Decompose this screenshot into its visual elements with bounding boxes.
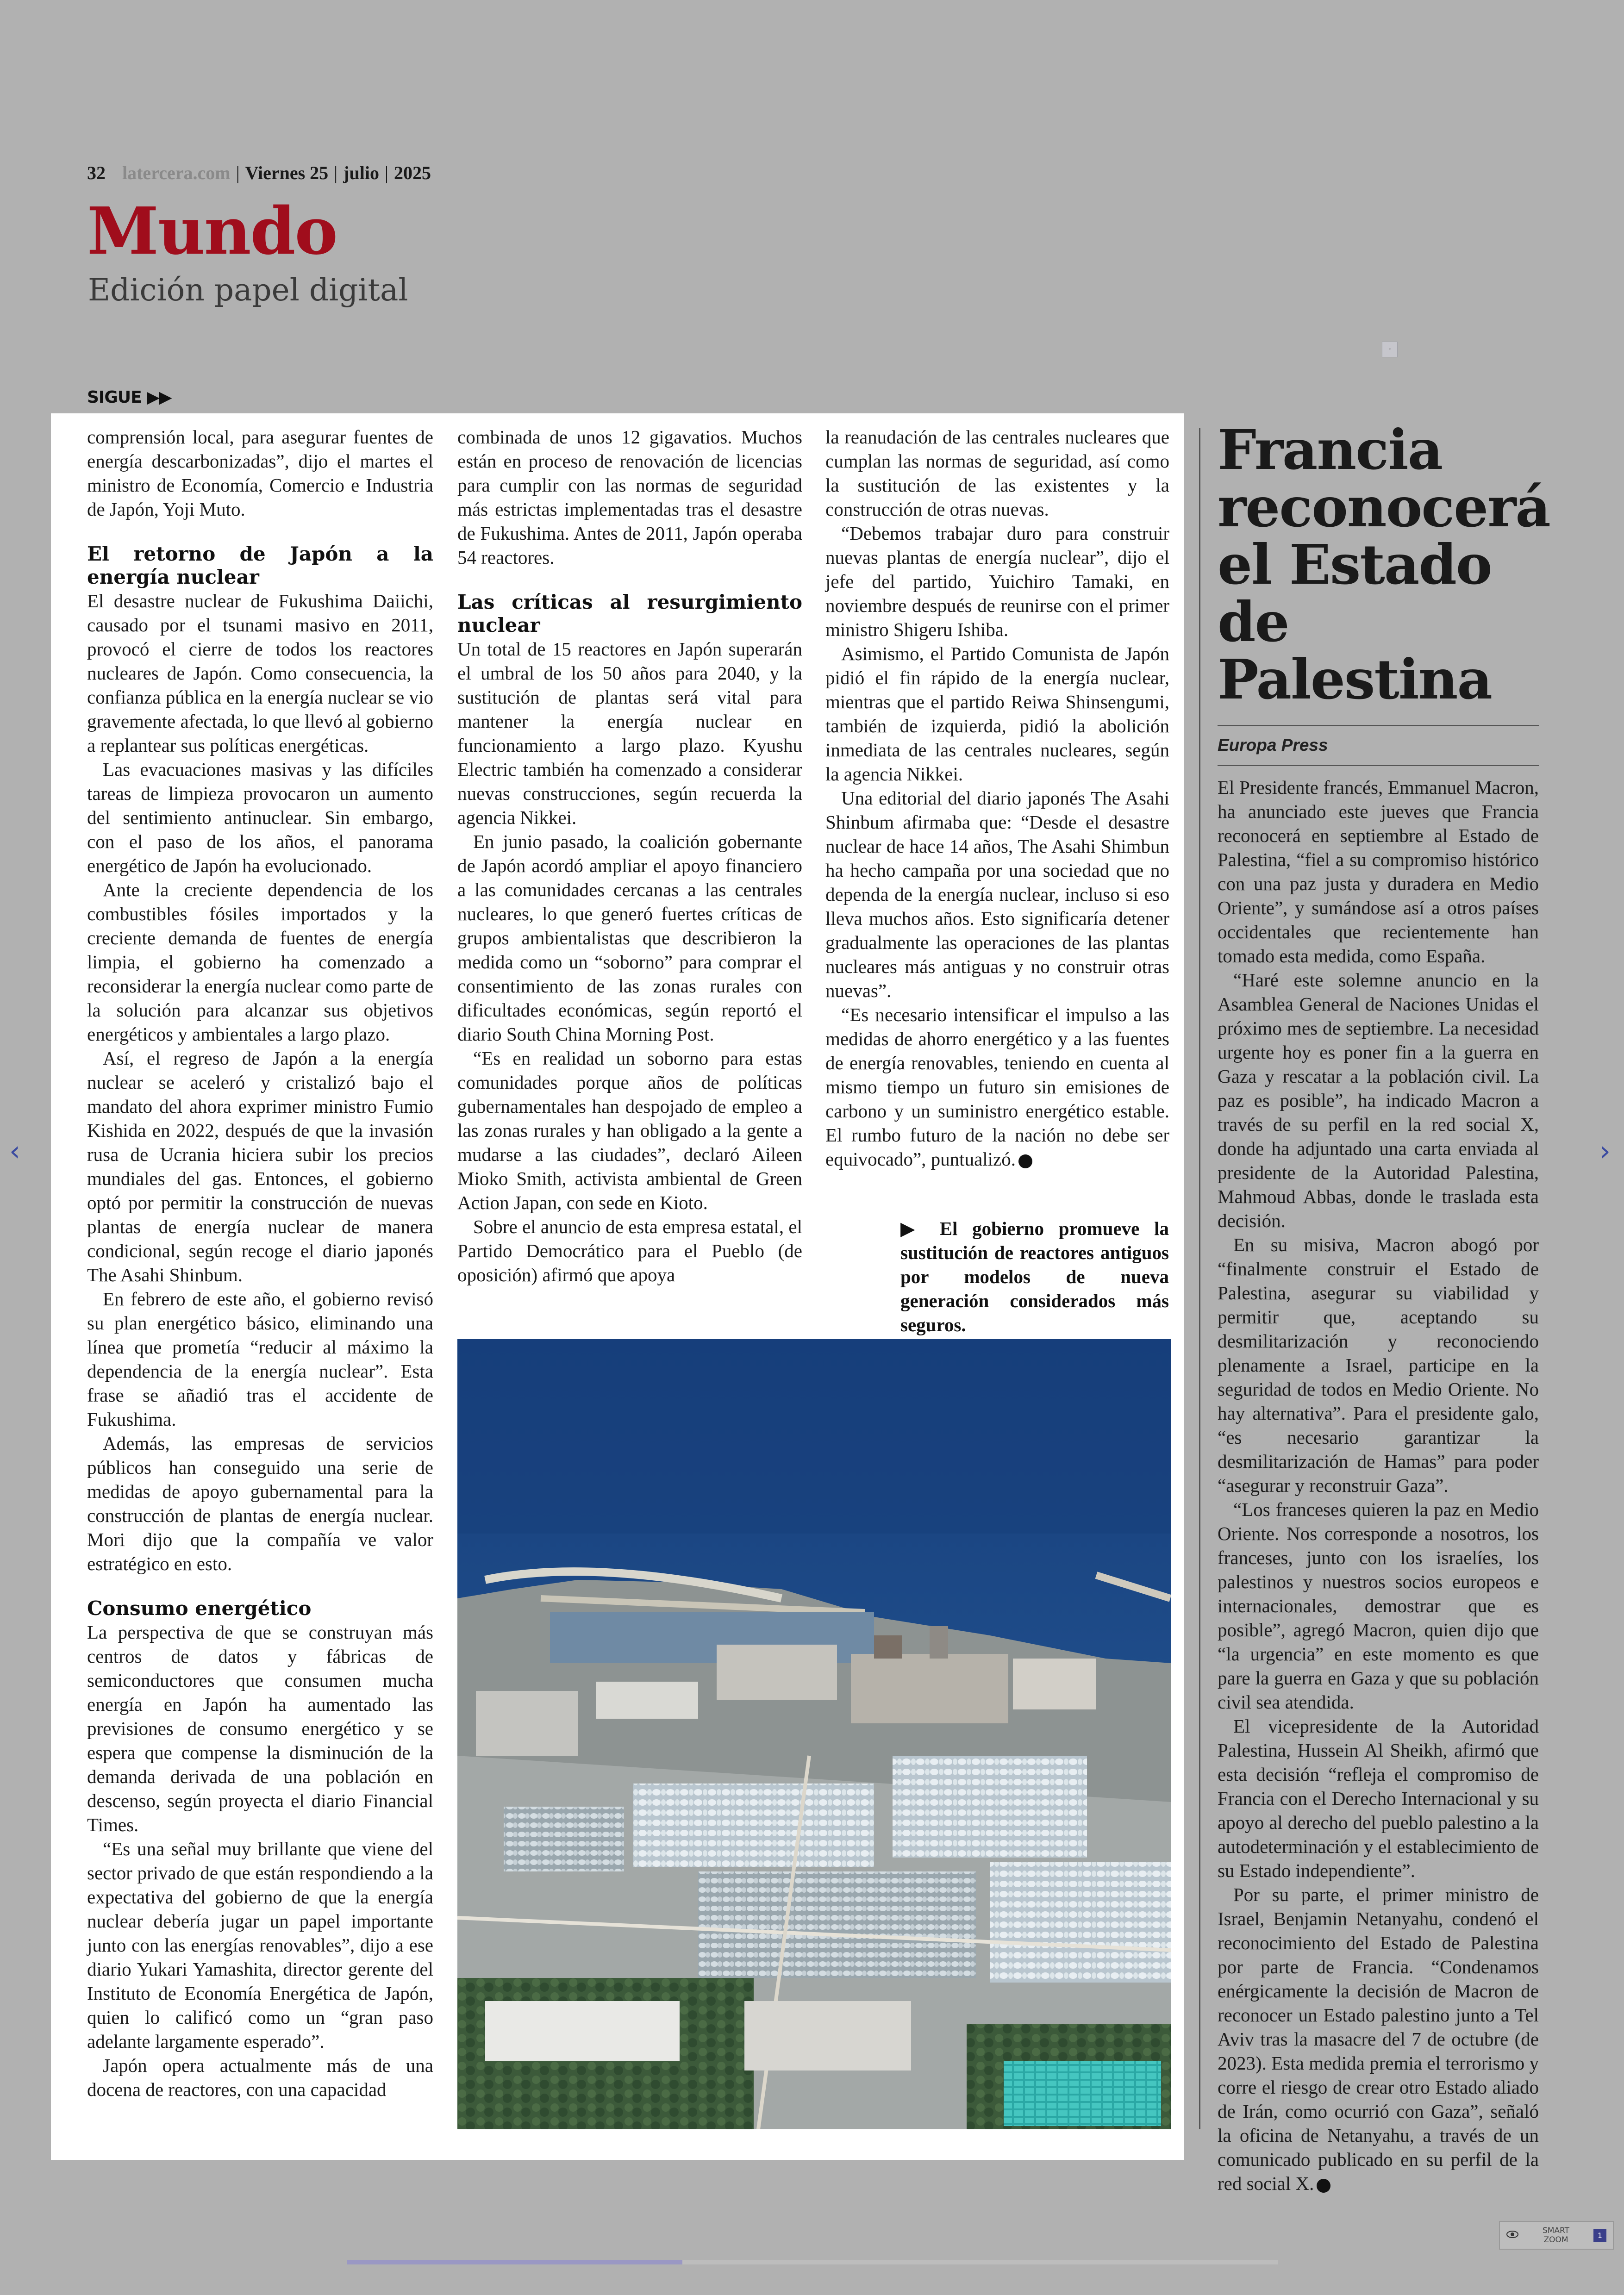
sidebar-article [1218,418,1550,2195]
paragraph: En junio pasado, la coalición gobernante de Japón acordó ampliar el apoyo financiero a las comunidades cercanas a las centrales nucleares, lo que generó fuertes críticas de grupos ambientalistas que describieron la medida como un “soborno” para comprar el consentimiento de las zonas rurales con dificultades económicas, según reportó el diario South China Morning Post. [457,831,802,1045]
paragraph: El Presidente francés, Emmanuel Macron, ha anunciado este jueves que Francia reconocerá en septiembre al Estado de Palestina, “fiel a su compromiso histórico con una paz justa y duradera en Medio Oriente”, y sumándose así a otros países occidentales que recientemente han tomado esta medida, como España. [1218,777,1539,967]
sidebar-body [1218,775,1539,2195]
sidebar-byline: Europa Press [1218,736,1328,755]
end-mark-icon [1018,1154,1032,1168]
reading-progress-fill [347,2260,682,2264]
paragraph: “Haré este solemne anuncio en la Asamblea General de Naciones Unidas el próximo mes de septiembre. La necesidad urgente hoy es poner fin a la guerra en Gaza y rescatar a la población civil. La paz es posible”, ha indicado Macron a través de su perfil en la red social X, donde ha adjuntado una carta enviada al presidente de la Autoridad Palestina, Mahmoud Abbas, donde le traslada esta decisión. [1218,969,1539,1231]
continue-label: SIGUE ▶▶ [87,388,172,407]
divider: | [236,162,240,183]
zoom-level-badge: 1 [1593,2229,1606,2242]
folio-line [87,162,431,184]
end-mark-icon [1317,2179,1330,2193]
chevron-left-icon[interactable]: ‹ [9,1135,20,1167]
subheading: El retorno de Japón a la energía nuclear [87,543,433,588]
paragraph: Asimismo, el Partido Comunista de Japón pidió el fin rápido de la energía nuclear, mientras que el partido Reiwa Shinsengumi, también de izquierda, pidió la abolición inmediata de las centrales nucleares, según la agencia Nikkei. [825,643,1169,785]
article-column-3 [825,425,1169,1171]
paragraph: En febrero de este año, el gobierno revisó su plan energético básico, eliminando una línea que prometía “reducir al máximo la dependencia de la energía nuclear”. Esta frase se añadió tras el accidente de Fukushima. [87,1288,433,1430]
paragraph: El vicepresidente de la Autoridad Palestina, Hussein Al Sheikh, afirmó que esta decisión “refleja el compromiso de Francia con el Derecho Internacional y su apoyo al derecho del pueblo palestino a la autodeterminación y el establecimiento de su Estado independiente”. [1218,1715,1539,1881]
site-name: latercera.com [122,162,231,183]
paragraph: Japón opera actualmente más de una docena de reactores, con una capacidad [87,2055,433,2100]
paragraph: “Es en realidad un soborno para estas comunidades porque años de políticas gubernamentales han despojado de empleo a las zonas rurales y han obligado a la gente a mudarse a las ciudades”, declaró Aileen Mioko Smith, activista ambiental de Green Action Japan, con sede en Kioto. [457,1048,802,1213]
paragraph: Ante la creciente dependencia de los combustibles fósiles importados y la creciente demanda de fuentes de energía limpia, el gobierno ha comenzado a reconsiderar la energía nuclear como parte de la solución para alcanzar sus objetivos energéticos y ambientales a largo plazo. [87,879,433,1045]
article-column-2 [457,425,802,1287]
paragraph: combinada de unos 12 gigavatios. Muchos están en proceso de renovación de licencias para cumplir con las normas de seguridad más estrictas implementadas tras el desastre de Fukushima. Antes de 2011, Japón operaba 54 reactores. [457,426,802,568]
date-year: 2025 [394,162,431,183]
article-column-1 [87,425,433,2102]
divider [1218,765,1539,766]
paragraph: Sobre el anuncio de esta empresa estatal, el Partido Democrático para el Pueblo (de oposición) afirmó que apoya [457,1216,802,1285]
date-day: Viernes 25 [245,162,329,183]
paragraph: Además, las empresas de servicios públicos han conseguido una serie de medidas de apoyo gubernamental para la construcción de plantas de energía nuclear. Mori dijo que la compañía ve valor estratégico en esto. [87,1433,433,1574]
smart-zoom-button[interactable] [1499,2221,1614,2250]
masthead [87,162,431,184]
section-title: Mundo [87,193,337,269]
sidebar-headline: Francia reconocerá el Estado de Palestina [1218,418,1550,711]
page-number: 32 [87,162,106,183]
paragraph: la reanudación de las centrales nucleares que cumplan las normas de seguridad, así como la sustitución de las existentes y la construcción de otras nuevas. [825,426,1169,520]
paragraph: Una editorial del diario japonés The Asahi Shinbum afirmaba que: “Desde el desastre nuclear de hace 14 años, The Asahi Shimbun ha hecho campaña por una sociedad que no dependa de la energía nuclear, incluso si eso lleva muchos años. Esto significaría detener gradualmente las operaciones de las plantas nucleares más antiguas y no construir otras nuevas”. [825,787,1169,1001]
divider: | [384,162,388,183]
paragraph: “Es necesario intensificar el impulso a las medidas de ahorro energético y a las fuentes de energía renovables, teniendo en cuenta al mismo tiempo un futuro sin emisiones de carbono y un suministro energético estable. El rumbo futuro de la nación no debe ser equivocado”, puntualizó. [825,1004,1169,1170]
photo-caption: ▶ El gobierno promueve la sustitución de reactores antiguos por modelos de nueva generación considerados más seguros. [900,1218,1169,1335]
divider: | [334,162,338,183]
column-rule [1199,428,1200,2129]
paragraph: Por su parte, el primer ministro de Israel, Benjamin Netanyahu, condenó el reconocimiento del Estado de Palestina por parte de Francia. “Condenamos enérgicamente la decisión de Macron de reconocer un Estado palestino junto a Tel Aviv tras la masacre del 7 de octubre (de 2023). Esta medida premia el terrorismo y corre el riesgo de crear otro Estado aliado de Irán, como ocurrió con Gaza”, señaló la oficina de Netanyahu, a través de un comunicado publicado en su perfil de la red social X. [1218,1884,1539,2194]
paragraph: La perspectiva de que se construyan más centros de datos y fábricas de semiconductores que consumen mucha energía en Japón ha aumentado las previsiones de consumo energético y se espera que compense la disminución de la demanda derivada de una población en descenso, según proyecta el diario Financial Times. [87,1621,433,1835]
paragraph: El desastre nuclear de Fukushima Daiichi, causado por el tsunami masivo en 2011, provocó el cierre de todos los reactores nucleares de Japón. Como consecuencia, la confianza pública en la energía nuclear se vio gravemente afectada, lo que llevó al gobierno a replantear sus políticas energéticas. [87,590,433,756]
eye-icon [1506,2230,1518,2241]
fukushima-aerial-photo [457,1339,1171,2129]
subheading: Consumo energético [87,1597,312,1620]
paragraph: “Los franceses quieren la paz en Medio Oriente. Nos corresponde a nosotros, los franceses, junto con los israelíes, los palestinos y nuestros socios europeos e internacionales, demostrar que es posible”, agregó Macron, quien dijo que “la urgencia” en este momento es que pare la guerra en Gaza y que su población civil sea atendida. [1218,1499,1539,1713]
paragraph: En su misiva, Macron abogó por “finalmente construir el Estado de Palestina, asegurar su viabilidad y permitir que, aceptando su desmilitarización y reconociendo plenamente a Israel, participe en la seguridad de todos en Medio Oriente. No hay alternativa”. Para el presidente galo, “es necesario garantizar la desmilitarización de Hamas” para poder “asegurar y reconstruir Gaza”. [1218,1234,1539,1496]
divider [1218,725,1539,726]
chevron-right-icon[interactable]: › [1599,1135,1611,1167]
paragraph: Las evacuaciones masivas y las difíciles tareas de limpieza provocaron un aumento del sentimiento antinuclear. Sin embargo, con el paso de los años, el panorama energético de Japón ha evolucionado. [87,759,433,876]
paragraph: Un total de 15 reactores en Japón superarán el umbral de los 50 años para 2040, y la sustitución de plantas será vital para mantener la energía nuclear en funcionamiento a largo plazo. Kyushu Electric también ha comenzado a considerar nuevas construcciones, según recuerda la agencia Nikkei. [457,638,802,828]
paragraph: comprensión local, para asegurar fuentes de energía descarbonizadas”, dijo el martes el ministro de Economía, Comercio e Industria de Japón, Yoji Muto. [87,426,433,520]
paragraph: “Es una señal muy brillante que viene del sector privado de que están respondiendo a la expectativa del gobierno de que la energía nuclear debería jugar un papel importante junto con las energías renovables”, dijo a ese diario Yukari Yamashita, director gerente del Instituto de Economía Energética de Japón, quien lo calificó como un “gran paso adelante largamente esperado”. [87,1838,433,2052]
subheading: Las críticas al resurgimiento nuclear [457,591,802,636]
smart-zoom-label: SMART ZOOM [1542,2226,1570,2245]
paragraph: “Debemos trabajar duro para construir nuevas plantas de energía nuclear”, dijo el jefe del partido, Yuichiro Tamaki, en noviembre después de reunirse con el primer ministro Shigeru Ishiba. [825,523,1169,640]
section-subtitle: Edición papel digital [88,272,408,308]
paragraph: Así, el regreso de Japón a la energía nuclear se aceleró y cristalizó bajo el mandato del ahora exprimer ministro Fumio Kishida en 2022, después de que la invasión rusa de Ucrania hiciera subir los precios mundiales del gas. Entonces, el gobierno optó por permitir la construcción de nuevas plantas de energía nuclear de manera condicional, según recoge el diario japonés The Asahi Shinbum. [87,1048,433,1285]
reading-progress-bar[interactable] [347,2260,1278,2264]
date-month: julio [343,162,379,183]
bookmark-icon[interactable]: ◦ [1382,342,1398,357]
